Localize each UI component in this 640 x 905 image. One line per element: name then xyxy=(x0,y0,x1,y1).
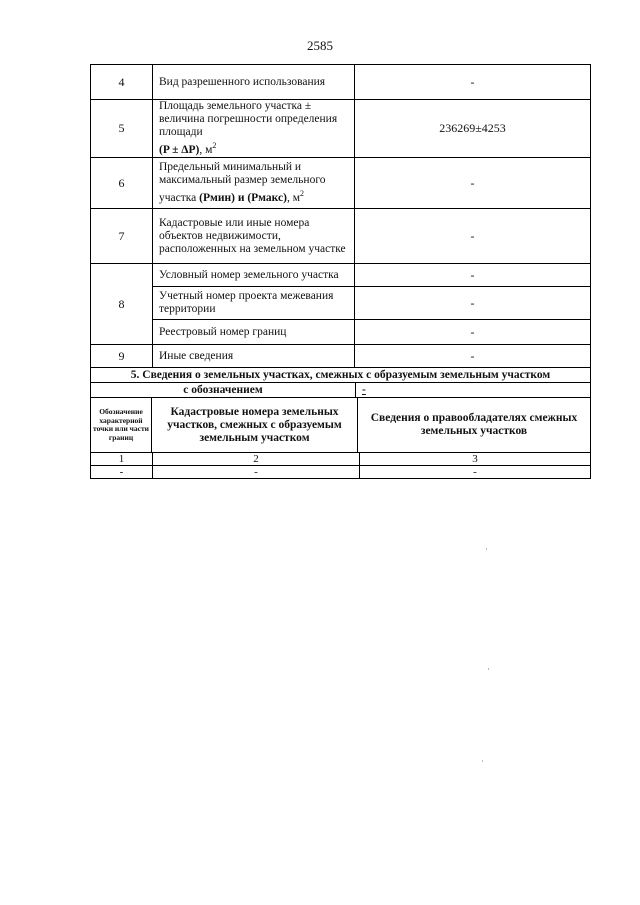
unit-superscript: 2 xyxy=(299,189,304,199)
column-headers xyxy=(91,398,590,453)
unit-superscript: 2 xyxy=(212,141,217,151)
label-line: максимальный размер земельного xyxy=(159,174,326,187)
designation-value: - xyxy=(362,384,366,396)
label-line: величина погрешности определения xyxy=(159,113,338,126)
page-number: 2585 xyxy=(307,38,333,53)
row-value: - xyxy=(470,175,475,190)
table-subrow xyxy=(153,320,590,344)
table-row xyxy=(91,100,590,158)
row-value: - xyxy=(470,228,475,243)
section-title: 5. Сведения о земельных участках, смежных с образуемым земельным участком xyxy=(91,368,590,383)
column-header: Обозначение характерной точки или части границ xyxy=(91,398,152,452)
cell: - xyxy=(473,466,477,478)
column-header: Кадастровые номера земельных участков, смежных с образуемым земельным участком xyxy=(152,398,358,452)
column-index: 3 xyxy=(472,453,478,465)
table-row xyxy=(91,209,590,264)
scan-speck xyxy=(486,548,487,550)
label-line: площади xyxy=(159,126,203,139)
label-formula-line xyxy=(159,139,337,157)
table-row xyxy=(91,65,590,100)
row-value: - xyxy=(470,348,475,363)
row-number: 4 xyxy=(91,65,153,99)
table-row xyxy=(91,158,590,209)
size-unit: , м xyxy=(286,191,300,204)
row-value: - xyxy=(470,295,475,310)
column-index-row xyxy=(91,453,590,466)
row-label: Реестровый номер границ xyxy=(153,320,355,344)
table-subrow xyxy=(153,287,590,320)
designation-row xyxy=(91,383,590,398)
table-row-group xyxy=(91,264,590,345)
row-number: 8 xyxy=(91,264,153,344)
size-formula: (Pмин) и (Pмакс) xyxy=(199,191,287,204)
table-row xyxy=(91,466,590,479)
table-row xyxy=(91,345,590,368)
row-value: - xyxy=(470,324,475,339)
scan-speck xyxy=(488,668,489,670)
label-line: Площадь земельного участка ± xyxy=(159,100,312,113)
row-label: Условный номер земельного участка xyxy=(153,264,355,286)
row-value: 236269±4253 xyxy=(439,121,506,135)
row-number: 9 xyxy=(91,345,153,367)
label-line: участка (Pмин) и (Pмакс), $м^2$ xyxy=(159,189,304,204)
area-unit: , м xyxy=(199,143,213,156)
row-value: - xyxy=(470,74,475,89)
row-number: 5 xyxy=(91,100,153,157)
designation-label: с обозначением xyxy=(91,383,356,397)
column-index: 1 xyxy=(91,453,153,465)
row-label: Иные сведения xyxy=(153,345,355,367)
row-value: - xyxy=(470,267,475,282)
row-label xyxy=(153,100,355,157)
scan-speck xyxy=(482,760,483,762)
table-subrow xyxy=(153,264,590,287)
row-label xyxy=(153,158,355,208)
cell: - xyxy=(91,466,153,478)
row-label: Учетный номер проекта межевания территории xyxy=(153,287,355,319)
row-label: Вид разрешенного использования xyxy=(153,65,355,99)
cell: - xyxy=(153,466,360,478)
land-plot-table xyxy=(90,64,591,479)
row-number: 7 xyxy=(91,209,153,263)
row-number: 6 xyxy=(91,158,153,208)
column-index: 2 xyxy=(153,453,360,465)
area-formula: (P ± ΔP) xyxy=(159,143,200,156)
label-line: Предельный минимальный и xyxy=(159,161,302,174)
column-header: Сведения о правообладателях смежных земельных участков xyxy=(370,412,578,437)
row-label: Кадастровые или иные номера объектов недвижимости, расположенных на земельном участке xyxy=(153,209,355,263)
